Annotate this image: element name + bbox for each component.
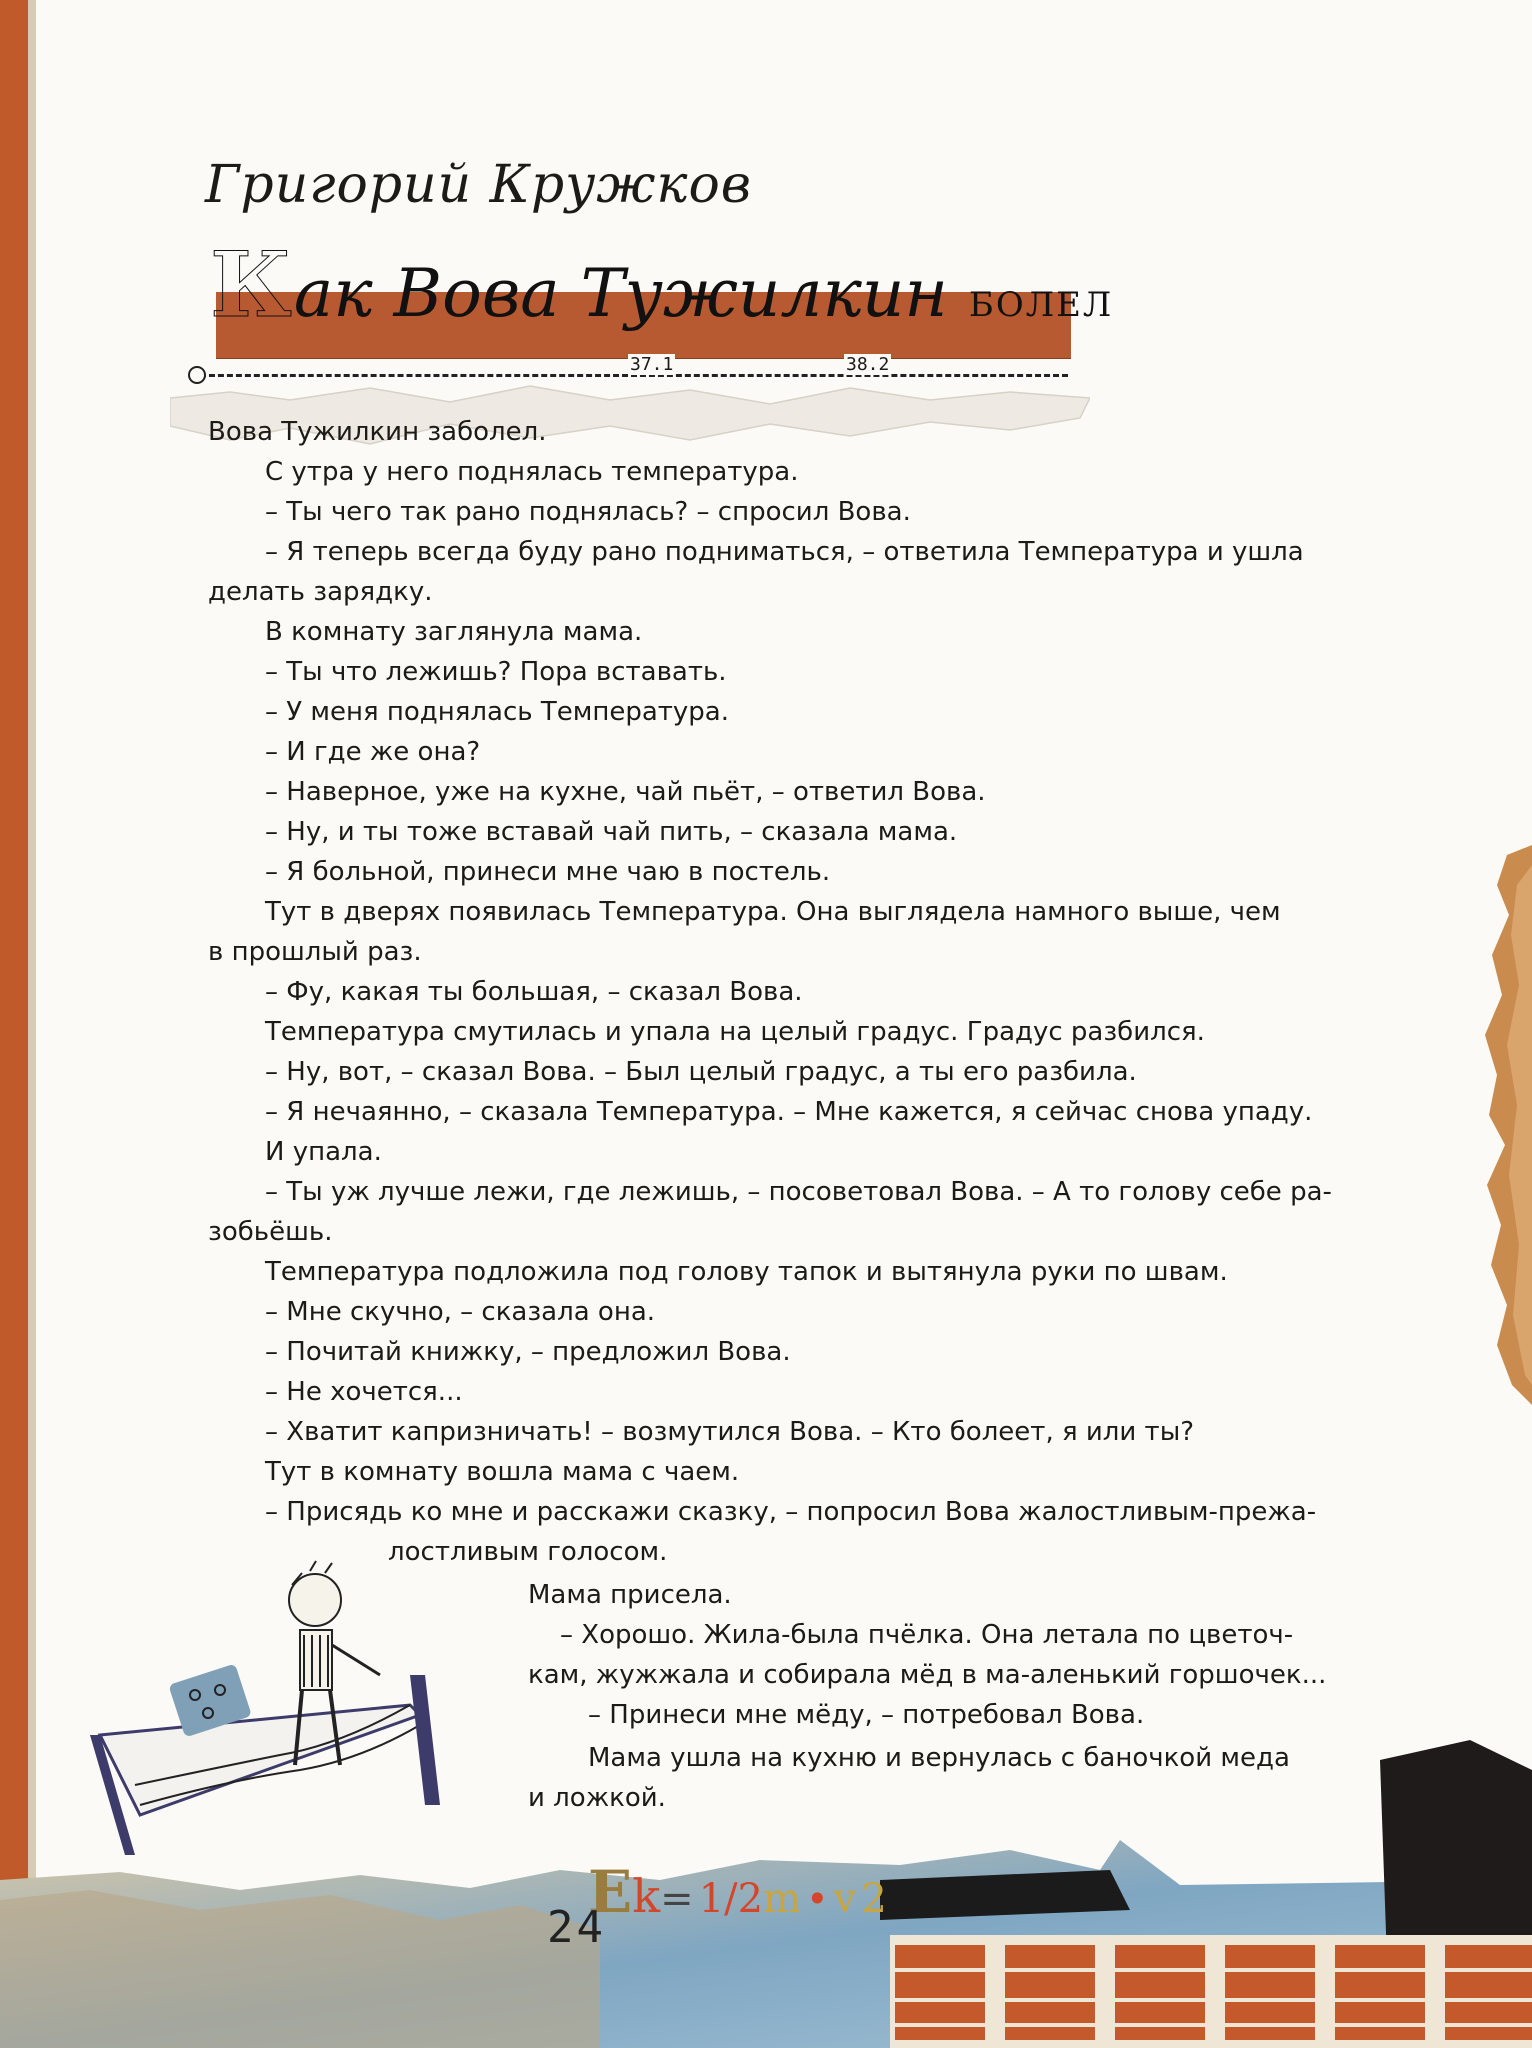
story-line: в прошлый раз. <box>208 937 422 967</box>
story-line: – Не хочется... <box>265 1377 463 1407</box>
story-line: – Почитай книжку, – предложил Вова. <box>265 1337 791 1367</box>
story-line: – Наверное, уже на кухне, чай пьёт, – ответил Вова. <box>265 777 986 807</box>
formula-m: m <box>763 1876 802 1922</box>
story-line: – Ну, вот, – сказал Вова. – Был целый градус, а ты его разбила. <box>265 1057 1137 1087</box>
story-line: – Фу, какая ты большая, – сказал Вова. <box>265 977 803 1007</box>
story-line: – Я теперь всегда буду рано подниматься, – ответила Температура и ушла <box>265 537 1304 567</box>
scale-origin-icon <box>188 366 206 384</box>
story-line: – Ты уж лучше лежи, где лежишь, – посоветовал Вова. – А то голову себе ра- <box>265 1177 1332 1207</box>
story-line: В комнату заглянула мама. <box>265 617 643 647</box>
story-line: – Хорошо. Жила-была пчёлка. Она летала по цветоч- <box>560 1620 1294 1650</box>
story-line: С утра у него поднялась температура. <box>265 457 799 487</box>
story-line: делать зарядку. <box>208 577 433 607</box>
story-line: И упала. <box>265 1137 382 1167</box>
story-title-text <box>210 232 1113 338</box>
formula-v: v <box>833 1876 857 1922</box>
formula-k: k <box>632 1869 661 1923</box>
title-initial: К <box>210 232 294 338</box>
formula-equals: = <box>660 1876 694 1922</box>
story-line: – И где же она? <box>265 737 481 767</box>
boy-on-bed-drawing-icon <box>80 1555 540 1945</box>
story-line: и ложкой. <box>528 1783 666 1813</box>
story-line: Мама ушла на кухню и вернулась с баночкой меда <box>588 1743 1290 1773</box>
torn-paper-right-icon <box>1467 845 1532 1405</box>
story-line: – У меня поднялась Температура. <box>265 697 730 727</box>
story-line: Вова Тужилкин заболел. <box>208 417 547 447</box>
story-line: – Ну, и ты тоже вставай чай пить, – сказала мама. <box>265 817 958 847</box>
thermometer-scale <box>188 354 1068 390</box>
formula-exponent: 2 <box>861 1876 887 1922</box>
title-part-3: БОЛЕЛ <box>968 285 1114 325</box>
scale-mark-1: 37.1 <box>630 354 674 375</box>
author-name: Григорий Кружков <box>205 155 753 215</box>
story-line: – Ты чего так рано поднялась? – спросил Вова. <box>265 497 911 527</box>
story-line: лостливым голосом. <box>388 1537 668 1567</box>
left-edge-strip <box>0 0 30 1900</box>
story-line: Тут в комнату вошла мама с чаем. <box>265 1457 740 1487</box>
story-line: Температура смутилась и упала на целый градус. Градус разбился. <box>265 1017 1205 1047</box>
story-line: Тут в дверях появилась Температура. Она выглядела намного выше, чем <box>265 897 1281 927</box>
story-line: Мама присела. <box>528 1580 732 1610</box>
story-line: – Мне скучно, – сказала она. <box>265 1297 656 1327</box>
story-line: – Принеси мне мёду, – потребовал Вова. <box>588 1700 1145 1730</box>
scale-mark-2: 38.2 <box>846 354 890 375</box>
story-line: кам, жужжала и собирала мёд в ма-аленький горшочек... <box>528 1660 1327 1690</box>
story-line: – Я больной, принеси мне чаю в постель. <box>265 857 831 887</box>
story-line: – Ты что лежишь? Пора вставать. <box>265 657 727 687</box>
story-line: – Хватит капризничать! – возмутился Вова. – Кто болеет, я или ты? <box>265 1417 1195 1447</box>
story-line: – Я нечаянно, – сказала Температура. – Мне кажется, я сейчас снова упаду. <box>265 1097 1313 1127</box>
story-line: – Присядь ко мне и расскажи сказку, – попросил Вова жалостливым-прежа- <box>265 1497 1317 1527</box>
title-part-1: ак <box>293 255 373 332</box>
formula-e: E <box>588 1858 633 1926</box>
page-number: 24 <box>547 1902 606 1953</box>
story-line: Температура подложила под голову тапок и вытянула руки по швам. <box>265 1257 1228 1287</box>
formula-dot: • <box>806 1877 829 1921</box>
story-title <box>210 232 1114 338</box>
story-line: зобьёшь. <box>208 1217 333 1247</box>
kinetic-energy-formula <box>588 1858 887 1926</box>
title-part-2: Вова Тужилкин <box>393 255 948 332</box>
formula-half: 1/2 <box>698 1876 764 1922</box>
